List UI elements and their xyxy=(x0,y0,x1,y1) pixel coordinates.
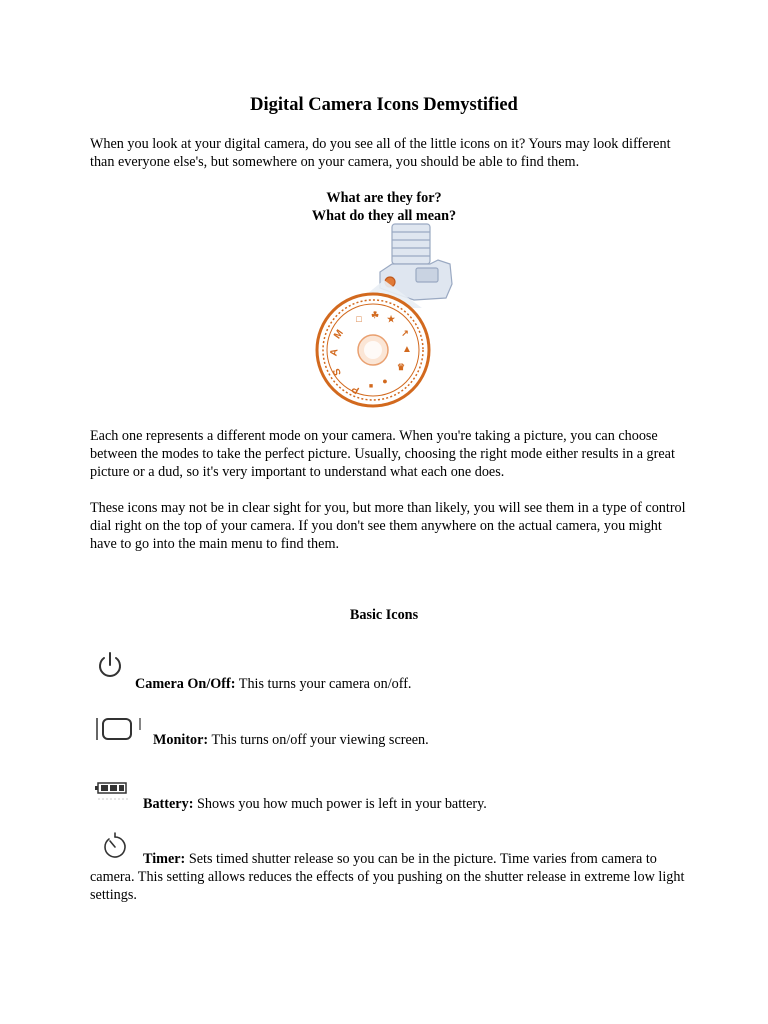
page-title: Digital Camera Icons Demystified xyxy=(250,95,518,115)
svg-text:☘: ☘ xyxy=(370,310,380,320)
power-icon xyxy=(95,650,125,682)
basic-icons-heading: Basic Icons xyxy=(349,607,419,623)
camera-onoff-text: This turns your camera on/off. xyxy=(235,676,412,692)
battery-icon xyxy=(94,778,134,804)
svg-text:A: A xyxy=(328,348,341,358)
dial-paragraph: These icons may not be in clear sight for you, but more than likely, you will see them in a type of control dial right on the top of your camera. If you don't see them anywhere on the actual camera, you might have to go into the main menu to find them. xyxy=(90,500,686,552)
modes-paragraph: Each one represents a different mode on your camera. When you're taking a picture, you can choose between the modes to take the perfect picture. Usually, choosing the right mode either results in a great picture or a dud, so it's very important to understand what each one does. xyxy=(90,428,675,480)
camera-onoff-label: Camera On/Off: xyxy=(135,676,236,692)
svg-text:□: □ xyxy=(356,314,362,324)
svg-text:M: M xyxy=(332,327,346,342)
timer-item xyxy=(90,850,690,904)
camera-onoff-item xyxy=(135,675,411,693)
svg-text:▲: ▲ xyxy=(402,344,412,355)
battery-text: Shows you how much power is left in your battery. xyxy=(193,796,487,812)
camera-mode-dial-icon xyxy=(310,222,460,417)
battery-label: Battery: xyxy=(143,796,194,812)
battery-item xyxy=(143,795,487,813)
svg-text:●: ● xyxy=(382,376,388,386)
timer-text: Sets timed shutter release so you can be in the picture. Time varies from camera to camera. This setting allows reduces the effects of you pushing on the shutter release in extreme low light settings. xyxy=(90,851,685,903)
monitor-item xyxy=(153,731,429,749)
question-line-2: What do they all mean? xyxy=(311,208,457,224)
svg-text:S: S xyxy=(331,366,344,377)
svg-text:♛: ♛ xyxy=(396,362,406,372)
svg-text:↗: ↗ xyxy=(401,328,409,338)
monitor-label: Monitor: xyxy=(153,732,209,748)
svg-text:P: P xyxy=(350,382,362,396)
question-line-1: What are they for? xyxy=(326,190,442,206)
svg-text:★: ★ xyxy=(386,314,396,324)
timer-label: Timer: xyxy=(143,851,186,867)
intro-paragraph: When you look at your digital camera, do you see all of the little icons on it? Yours may look different than everyone else's, but somewhere on your camera, you should be able to find them. xyxy=(90,136,671,170)
monitor-text: This turns on/off your viewing screen. xyxy=(208,732,429,748)
svg-text:■: ■ xyxy=(368,383,374,390)
monitor-icon xyxy=(94,716,144,744)
